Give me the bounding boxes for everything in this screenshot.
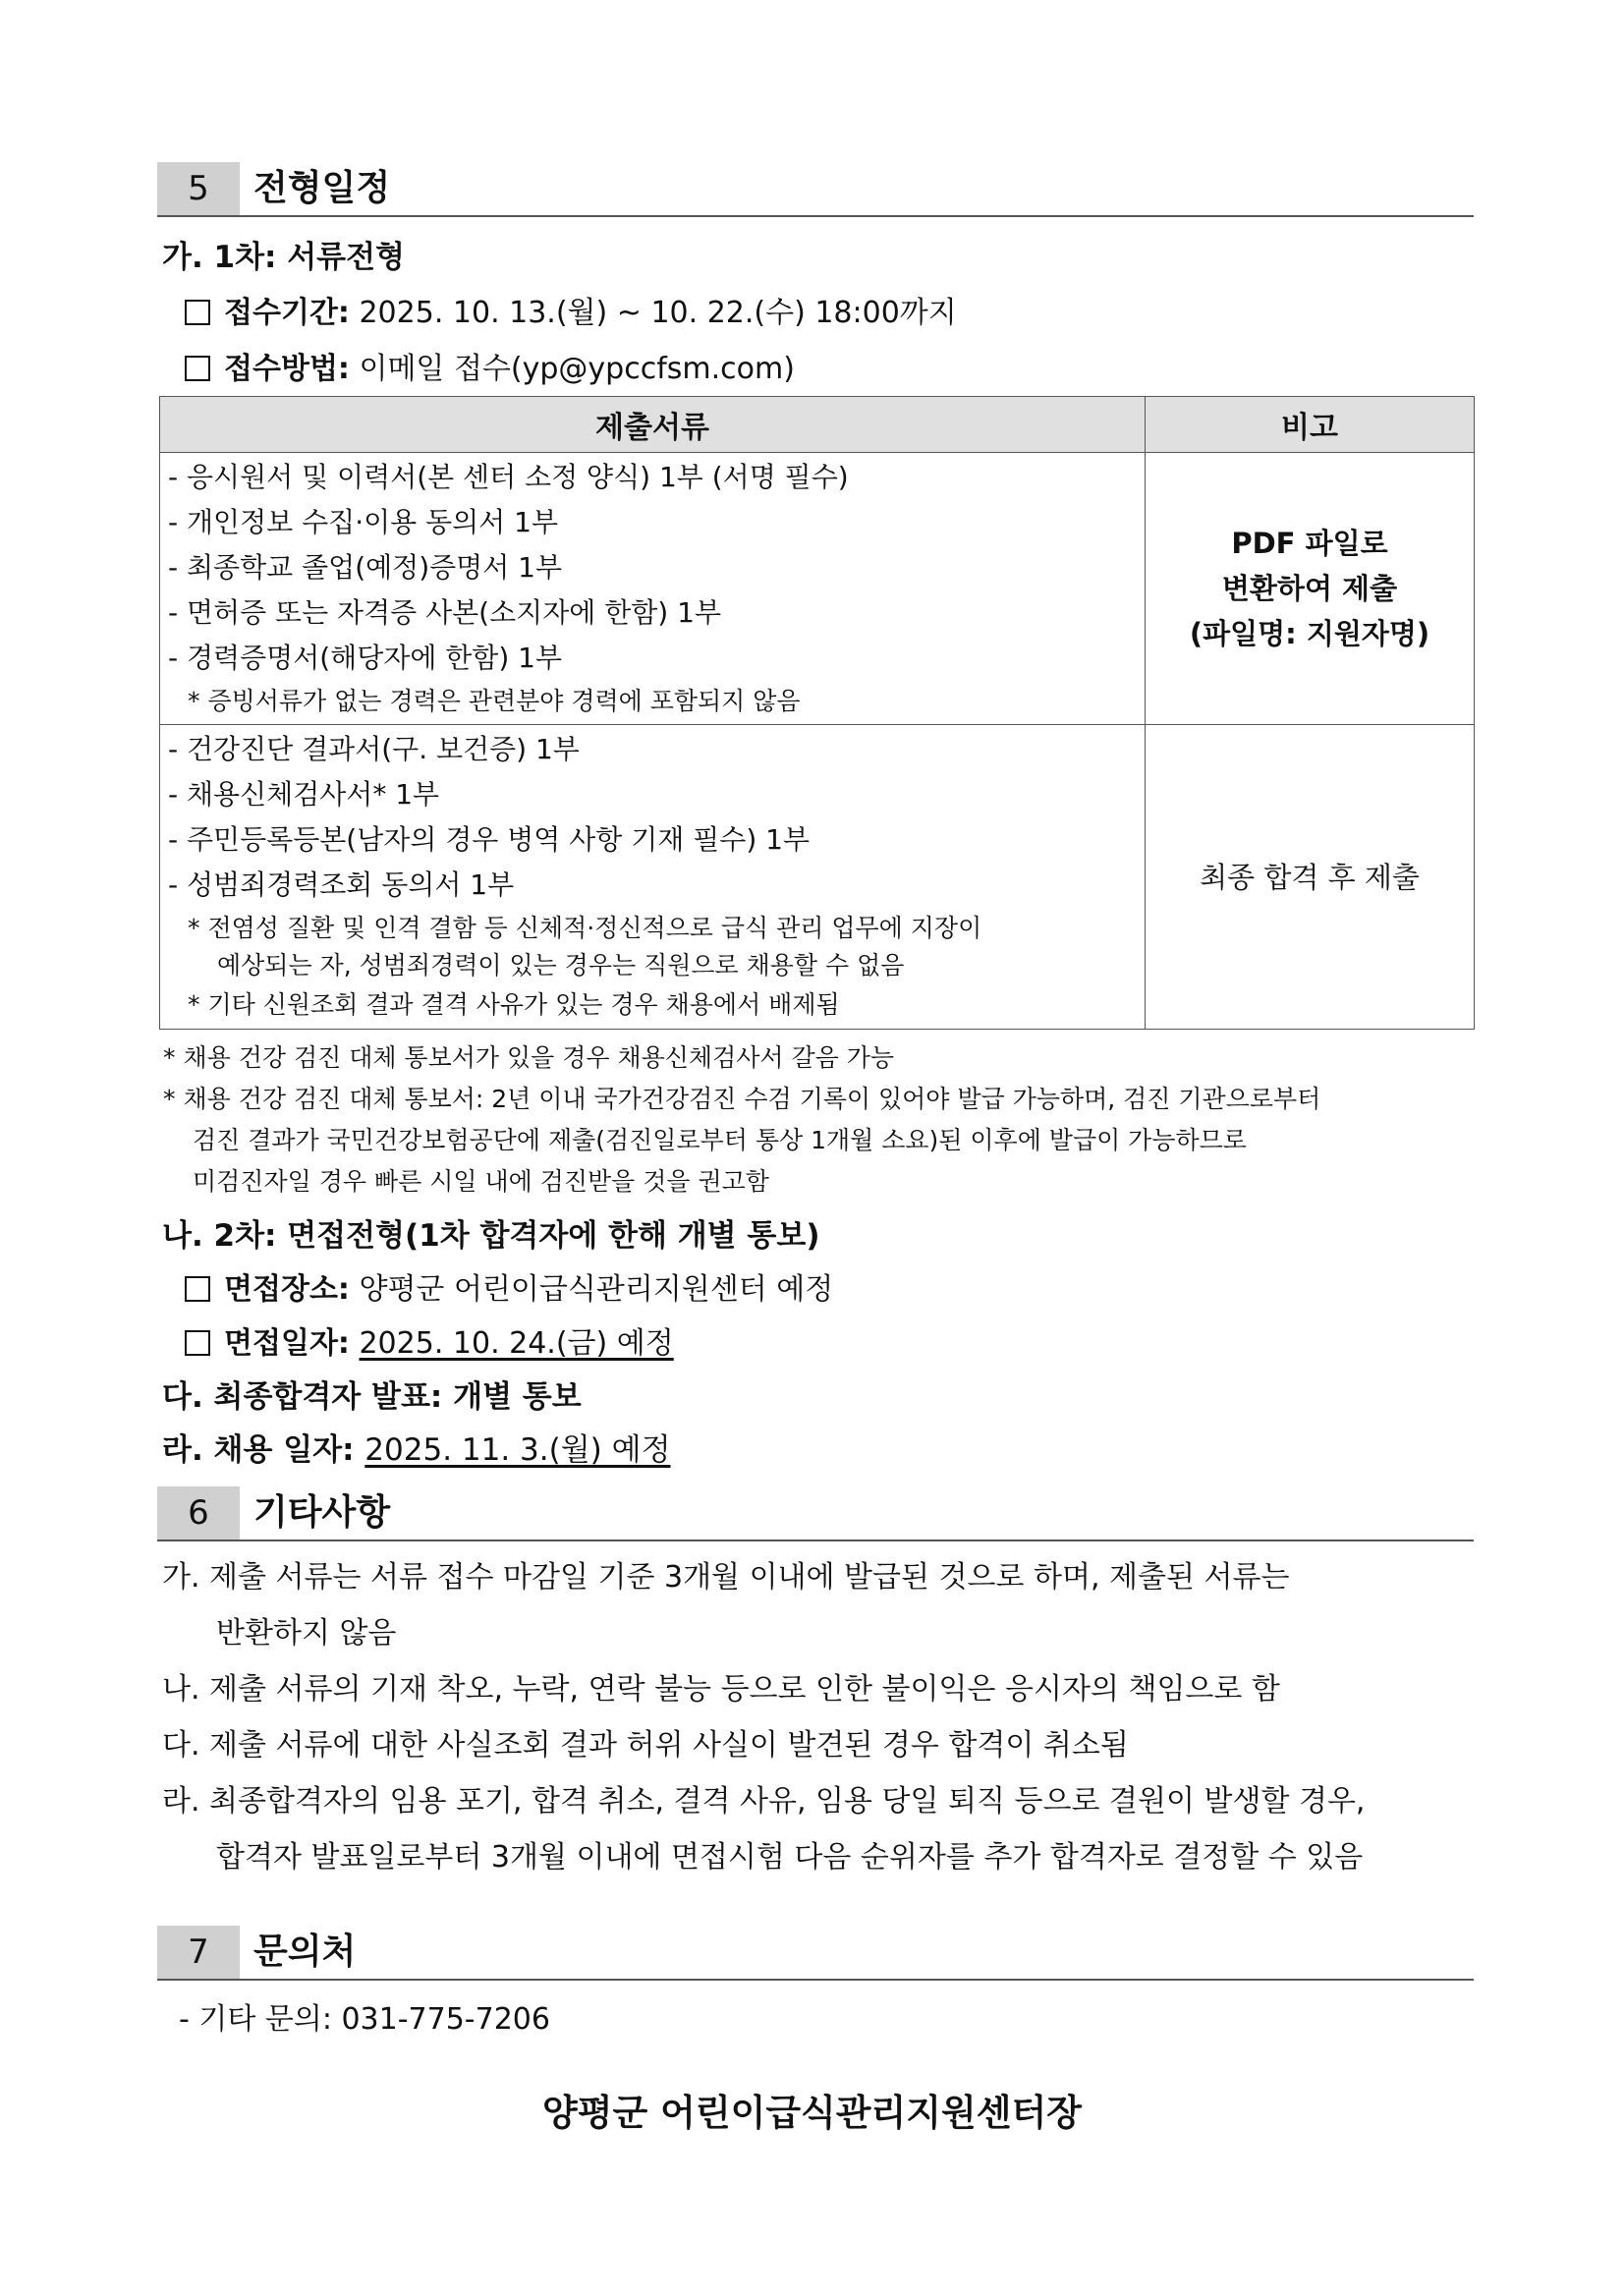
- table-note: * 기타 신원조회 결과 결격 사유가 있는 경우 채용에서 배제됨: [188, 990, 840, 1019]
- remark-line: 변환하여 제출: [1221, 572, 1398, 605]
- table-note: * 전염성 질환 및 인격 결함 등 신체적·정신적으로 급식 관리 업무에 지장이: [188, 914, 982, 942]
- section-title: 전형일정: [253, 168, 391, 208]
- documents-table: [159, 396, 1475, 1030]
- application-period: [185, 288, 957, 331]
- section-number: 6: [157, 1486, 240, 1540]
- checkbox-square-icon: [185, 300, 210, 325]
- contact-info: - 기타 문의: 031-775-7206: [179, 2002, 550, 2037]
- notice-item: 다. 제출 서류에 대한 사실조회 결과 허위 사실이 발견된 경우 합격이 취소됨: [162, 1728, 1129, 1763]
- documents-cell: [160, 453, 1146, 725]
- period-label: 접수기간:: [224, 296, 350, 330]
- section-title: 기타사항: [253, 1492, 391, 1533]
- remarks-cell: 최종 합격 후 제출: [1146, 725, 1475, 1030]
- method-label: 접수방법:: [224, 352, 350, 386]
- date-value: 2025. 10. 24.(금) 예정: [359, 1326, 674, 1361]
- method-value: 이메일 접수(yp@ypccfsm.com): [359, 352, 795, 386]
- footnote: * 채용 건강 검진 대체 통보서: 2년 이내 국가건강검진 수검 기록이 있어야 발급 가능하며, 검진 기관으로부터: [163, 1085, 1321, 1113]
- table-note-continued: 예상되는 자, 성범죄경력이 있는 경우는 직원으로 채용할 수 없음: [217, 951, 905, 980]
- section-number: 7: [157, 1926, 240, 1979]
- section-6-header: [157, 1486, 1474, 1541]
- hire-date: [162, 1425, 671, 1469]
- footnote: * 채용 건강 검진 대체 통보서가 있을 경우 채용신체검사서 갈음 가능: [163, 1043, 895, 1072]
- table-row: [160, 725, 1475, 1030]
- list-item: - 개인정보 수집·이용 동의서 1부: [168, 506, 558, 538]
- application-method: [185, 344, 795, 387]
- notice-item: 라. 최종합격자의 임용 포기, 합격 취소, 결격 사유, 임용 당일 퇴직 등으로 결원이 발생할 경우,: [162, 1784, 1366, 1819]
- footnote-continued: 검진 결과가 국민건강보험공단에 제출(검진일로부터 통상 1개월 소요)된 이후에 발급이 가능하므로: [193, 1126, 1247, 1154]
- footnote-continued: 미검진자일 경우 빠른 시일 내에 검진받을 것을 권고함: [193, 1167, 769, 1196]
- place-value: 양평군 어린이급식관리지원센터 예정: [359, 1272, 834, 1307]
- interview-place: [185, 1264, 833, 1308]
- notice-item: 가. 제출 서류는 서류 접수 마감일 기준 3개월 이내에 발급된 것으로 하며, 제출된 서류는: [162, 1560, 1290, 1595]
- checkbox-square-icon: [185, 356, 210, 381]
- section-title: 문의처: [253, 1932, 357, 1972]
- list-item: - 건강진단 결과서(구. 보건증) 1부: [168, 733, 580, 765]
- list-item: - 응시원서 및 이력서(본 센터 소정 양식) 1부 (서명 필수): [168, 461, 849, 493]
- section-5-header: [157, 162, 1474, 217]
- place-label: 면접장소:: [224, 1272, 350, 1307]
- checkbox-square-icon: [185, 1276, 210, 1302]
- notice-item-continued: 합격자 발표일로부터 3개월 이내에 면접시험 다음 순위자를 추가 합격자로 결정할 수 있음: [216, 1840, 1364, 1875]
- notice-item-continued: 반환하지 않음: [216, 1616, 397, 1651]
- list-item: - 최종학교 졸업(예정)증명서 1부: [168, 551, 563, 584]
- checkbox-square-icon: [185, 1330, 210, 1356]
- table-row: [160, 453, 1475, 725]
- period-value: 2025. 10. 13.(월) ~ 10. 22.(수) 18:00까지: [359, 296, 957, 330]
- hire-value: 2025. 11. 3.(월) 예정: [364, 1432, 671, 1468]
- section-number: 5: [157, 162, 240, 215]
- first-round-heading: 가. 1차: 서류전형: [162, 240, 406, 275]
- remark-line: PDF 파일로: [1231, 527, 1388, 560]
- table-header-remarks: 비고: [1146, 397, 1475, 453]
- final-announcement-heading: 다. 최종합격자 발표: 개별 통보: [162, 1379, 582, 1415]
- list-item: - 면허증 또는 자격증 사본(소지자에 한함) 1부: [168, 596, 721, 629]
- documents-cell: [160, 725, 1146, 1030]
- list-item: - 경력증명서(해당자에 한함) 1부: [168, 642, 563, 674]
- list-item: - 채용신체검사서* 1부: [168, 778, 440, 811]
- table-header-documents: 제출서류: [160, 397, 1146, 453]
- remarks-cell: [1146, 453, 1475, 725]
- hire-label: 라. 채용 일자:: [162, 1432, 355, 1468]
- list-item: - 주민등록등본(남자의 경우 병역 사항 기재 필수) 1부: [168, 823, 811, 856]
- issuer-signature: 양평군 어린이급식관리지원센터장: [541, 2092, 1082, 2134]
- section-7-header: [157, 1926, 1474, 1981]
- remark-line: (파일명: 지원자명): [1189, 617, 1430, 650]
- date-label: 면접일자:: [224, 1326, 350, 1361]
- interview-date: [185, 1318, 674, 1362]
- second-round-heading: 나. 2차: 면접전형(1차 합격자에 한해 개별 통보): [162, 1218, 820, 1254]
- notice-item: 나. 제출 서류의 기재 착오, 누락, 연락 불능 등으로 인한 불이익은 응시자의 책임으로 함: [162, 1672, 1280, 1707]
- list-item: - 성범죄경력조회 동의서 1부: [168, 868, 515, 901]
- table-note: * 증빙서류가 없는 경력은 관련분야 경력에 포함되지 않음: [188, 687, 801, 715]
